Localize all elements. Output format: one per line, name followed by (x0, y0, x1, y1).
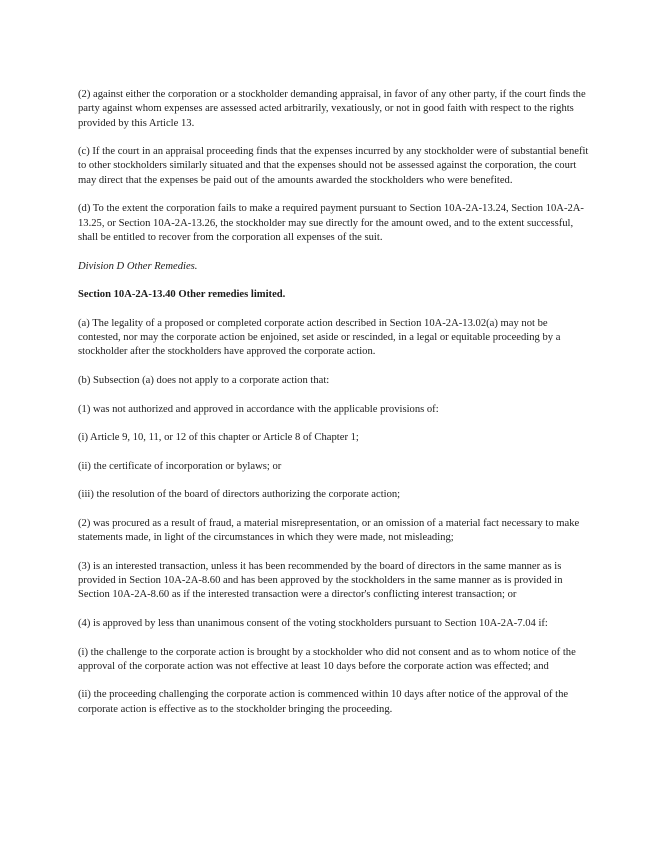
paragraph-item-1-iii: (iii) the resolution of the board of directors authorizing the corporate action; (78, 489, 401, 501)
paragraph-item-1-i: (i) Article 9, 10, 11, or 12 of this chapter or Article 8 of Chapter 1; (78, 432, 359, 444)
paragraph-item-3: (3) is an interested transaction, unless it has been recommended by the board of directors in the same manner as is provided in Section 10A-2A-8.60 and has been approved by the stockholders in the same manner as is provided in Section 10A-2A-8.60 as if the interested transaction were a director's conflicting interest transaction; or (78, 560, 563, 601)
document-body (78, 88, 592, 731)
heading-division-d: Division D Other Remedies. (78, 260, 198, 272)
paragraph-item-2: (2) was procured as a result of fraud, a material misrepresentation, or an omission of a material fact necessary to make statements made, in light of the circumstances in which they were made, not misleading; (78, 517, 580, 544)
paragraph-item-4: (4) is approved by less than unanimous consent of the voting stockholders pursuant to Section 10A-2A-7.04 if: (78, 617, 548, 629)
paragraph-item-4-ii: (ii) the proceeding challenging the corporate action is commenced within 10 days after notice of the approval of the corporate action is effective as to the stockholder bringing the proceeding. (78, 689, 569, 715)
paragraph-legality-a: (a) The legality of a proposed or completed corporate action described in Section 10A-2A-13.02(a) may not be contested, nor may the corporate action be enjoined, set aside or rescinded, in a legal or equitable proceeding by a stockholder after the stockholders have approved the corporate action. (78, 317, 561, 358)
heading-section-13-40: Section 10A-2A-13.40 Other remedies limited. (78, 289, 286, 301)
paragraph-expenses-assessed: (2) against either the corporation or a stockholder demanding appraisal, in favor of any other party, if the court finds the party against whom expenses are assessed acted arbitrarily, vexatiously, or not in good faith with respect to the rights provided by this Article 13. (78, 89, 586, 129)
paragraph-item-1-ii: (ii) the certificate of incorporation or bylaws; or (78, 460, 282, 472)
paragraph-appraisal-proceeding: (c) If the court in an appraisal proceeding finds that the expenses incurred by any stockholder were of substantial benefit to other stockholders similarly situated and that the expenses should not be assessed against the corporation, the court may direct that the expenses be paid out of the amounts awarded the stockholders who were benefited. (78, 146, 589, 186)
paragraph-required-payment: (d) To the extent the corporation fails to make a required payment pursuant to Section 10A-2A-13.24, Section 10A-2A-13.25, or Section 10A-2A-13.26, the stockholder may sue directly for the amount owed, and to the extent successful, shall be entitled to recover from the corporation all expenses of the suit. (78, 203, 584, 243)
paragraph-item-1: (1) was not authorized and approved in accordance with the applicable provisions of: (78, 403, 439, 415)
paragraph-subsection-b: (b) Subsection (a) does not apply to a corporate action that: (78, 374, 330, 386)
paragraph-item-4-i: (i) the challenge to the corporate action is brought by a stockholder who did not consent and as to whom notice of the approval of the corporate action was not effective at least 10 days before the corporate action was effected; and (78, 646, 576, 672)
